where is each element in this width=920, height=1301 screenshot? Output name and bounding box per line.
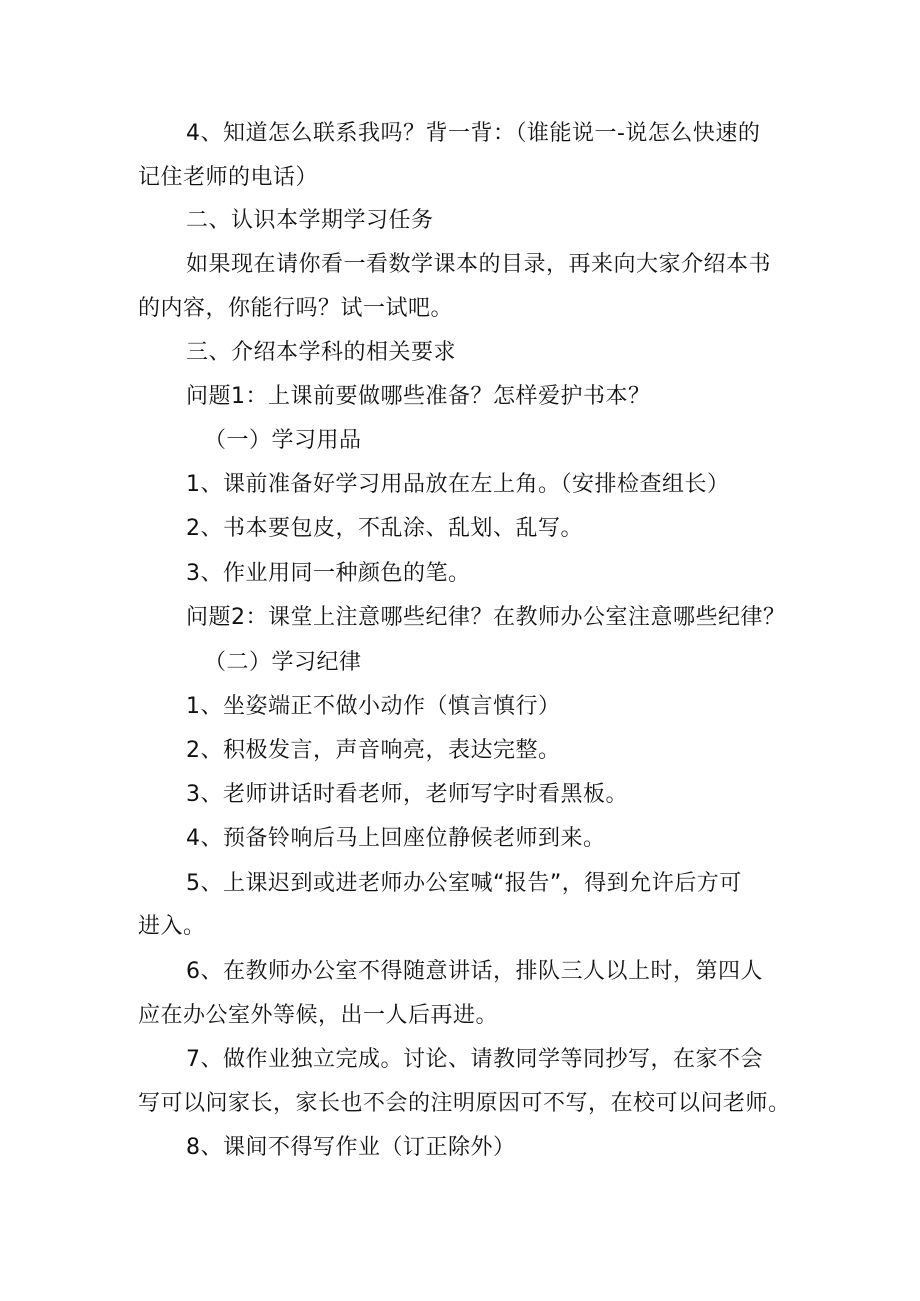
text-line: 记住老师的电话）: [138, 165, 319, 190]
section-heading: 二、认识本学期学习任务: [186, 208, 434, 233]
subsection-heading: （二）学习纪律: [204, 650, 362, 675]
list-item-continuation: 进入。: [138, 914, 206, 939]
list-item: 3、老师讲话时看老师，老师写字时看黑板。: [186, 782, 628, 807]
question-line: 问题2：课堂上注意哪些纪律？在教师办公室注意哪些纪律？: [186, 605, 786, 630]
list-item: 2、书本要包皮，不乱涂、乱划、乱写。: [186, 516, 583, 541]
list-item: 6、在教师办公室不得随意讲话，排队三人以上时，第四人: [186, 959, 763, 984]
list-item: 3、作业用同一种颜色的笔。: [186, 561, 471, 586]
list-item: 8、课间不得写作业（订正除外）: [186, 1135, 516, 1160]
list-item: 5、上课迟到或进老师办公室喊“报告”，得到允许后方可: [186, 871, 742, 896]
list-item: 1、课前准备好学习用品放在左上角。（安排检查组长）: [186, 472, 730, 497]
text-line: 的内容，你能行吗？试一试吧。: [138, 296, 454, 321]
section-heading: 三、介绍本学科的相关要求: [186, 340, 457, 365]
list-item-continuation: 应在办公室外等候，出一人后再进。: [138, 1003, 499, 1028]
list-item: 1、坐姿端正不做小动作（慎言慎行）: [186, 694, 561, 719]
subsection-heading: （一）学习用品: [204, 428, 362, 453]
list-item: 4、预备铃响后马上回座位静候老师到来。: [186, 826, 606, 851]
list-item-continuation: 写可以问家长，家长也不会的注明原因可不写，在校可以问老师。: [138, 1091, 791, 1116]
question-line: 问题1：上课前要做哪些准备？怎样爱护书本？: [186, 384, 651, 409]
text-line: 如果现在请你看一看数学课本的目录，再来向大家介绍本书: [186, 252, 772, 277]
list-item: 2、积极发言，声音响亮，表达完整。: [186, 738, 561, 763]
text-line: 4、知道怎么联系我吗？背一背：（谁能说一-说怎么快速的: [186, 121, 761, 146]
list-item: 7、做作业独立完成。讨论、请教同学等同抄写，在家不会: [186, 1047, 763, 1072]
